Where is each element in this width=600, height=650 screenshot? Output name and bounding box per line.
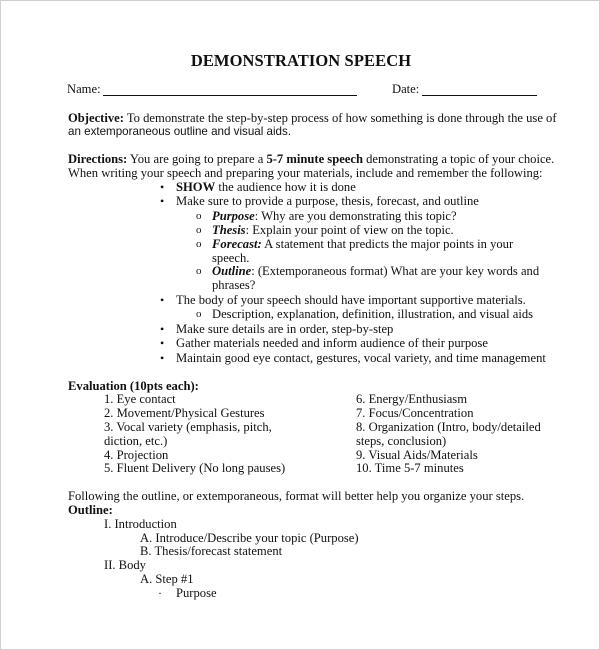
outline-text: : (Extemporaneous format) What are your key words and — [251, 264, 540, 278]
forecast-text: A statement that predicts the major points in your — [261, 237, 514, 251]
directions-line-2: When writing your speech and preparing your materials, include and remember the following: — [68, 166, 543, 180]
purpose-text: : Why are you demonstrating this topic? — [254, 209, 457, 223]
evaluation-item: 5. Fluent Delivery (No long pauses) — [104, 461, 286, 475]
outline-item-level3: Purpose — [176, 586, 217, 600]
list-item-show — [176, 180, 356, 194]
evaluation-item: 6. Energy/Enthusiasm — [356, 392, 468, 406]
sub-item-outline — [212, 264, 539, 278]
page-title: DEMONSTRATION SPEECH — [190, 51, 412, 70]
objective-line-2: an extemporaneous outline and visual aids. — [68, 125, 292, 138]
list-item-details: Make sure details are in order, step-by-step — [176, 322, 394, 336]
evaluation-item: 9. Visual Aids/Materials — [356, 448, 478, 462]
evaluation-item: 4. Projection — [104, 448, 169, 462]
sub-item-purpose — [212, 209, 457, 223]
bullet-icon: • — [160, 293, 165, 307]
sub-item-outline-continued: phrases? — [212, 278, 256, 292]
objective-label: Objective: — [68, 111, 124, 125]
evaluation-heading: Evaluation (10pts each): — [68, 379, 199, 393]
sub-item-forecast — [212, 237, 513, 251]
directions-line-1 — [68, 152, 554, 166]
thesis-label: Thesis — [212, 223, 246, 237]
objective-text: To demonstrate the step-by-step process of how something is done through the use of — [123, 111, 557, 125]
directions-text-post: demonstrating a topic of your choice. — [362, 152, 555, 166]
evaluation-item-continued: diction, etc.) — [104, 434, 168, 448]
bullet-icon: • — [160, 336, 165, 350]
sub-item-description: Description, explanation, definition, illustration, and visual aids — [212, 307, 534, 321]
outline-item-level1: I. Introduction — [104, 517, 177, 531]
sub-bullet-icon: o — [196, 224, 202, 236]
list-item-gather: Gather materials needed and inform audience of their purpose — [176, 336, 488, 350]
directions-text-pre: You are going to prepare a — [127, 152, 267, 166]
date-field-line[interactable] — [422, 95, 537, 96]
name-label: Name: — [67, 82, 101, 96]
list-item-maintain: Maintain good eye contact, gestures, vocal variety, and time management — [176, 351, 546, 365]
bullet-icon: • — [160, 194, 165, 208]
bullet-icon: • — [160, 351, 165, 365]
evaluation-item: 2. Movement/Physical Gestures — [104, 406, 265, 420]
directions-speech-length: 5-7 minute speech — [266, 152, 363, 166]
thesis-text: : Explain your point of view on the topic. — [245, 223, 454, 237]
forecast-label: Forecast: — [212, 237, 262, 251]
sub-item-thesis — [212, 223, 454, 237]
outline-item-level2: A. Step #1 — [140, 572, 194, 586]
purpose-label: Purpose — [212, 209, 255, 223]
evaluation-item: 8. Organization (Intro, body/detailed — [356, 420, 541, 434]
bullet-icon: • — [160, 322, 165, 336]
sub-bullet-icon: o — [196, 265, 202, 277]
objective-line-1 — [68, 111, 557, 125]
sub-bullet-icon: o — [196, 210, 202, 222]
show-text: the audience how it is done — [215, 180, 356, 194]
outline-item-level2: A. Introduce/Describe your topic (Purpose) — [140, 531, 359, 545]
outline-item-level1: II. Body — [104, 558, 146, 572]
outline-heading: Outline: — [68, 503, 113, 517]
sub-bullet-icon: o — [196, 238, 202, 250]
date-label: Date: — [392, 82, 420, 96]
evaluation-item: 10. Time 5-7 minutes — [356, 461, 464, 475]
sub-item-forecast-continued: speech. — [212, 251, 250, 265]
show-emphasis: SHOW — [176, 180, 216, 194]
evaluation-item: 1. Eye contact — [104, 392, 176, 406]
outline-item-level2: B. Thesis/forecast statement — [140, 544, 283, 558]
evaluation-item-continued: steps, conclusion) — [356, 434, 447, 448]
outline-intro-text: Following the outline, or extemporaneous, format will better help you organize your steps. — [68, 489, 525, 503]
sub-bullet-icon: o — [196, 308, 202, 320]
list-item-body: The body of your speech should have important supportive materials. — [176, 293, 526, 307]
bullet-icon: · — [158, 586, 162, 600]
evaluation-item: 7. Focus/Concentration — [356, 406, 474, 420]
bullet-icon: • — [160, 180, 165, 194]
list-item-provide: Make sure to provide a purpose, thesis, forecast, and outline — [176, 194, 479, 208]
name-field-line[interactable] — [103, 95, 357, 96]
evaluation-item: 3. Vocal variety (emphasis, pitch, — [104, 420, 272, 434]
outline-label: Outline — [212, 264, 252, 278]
directions-label: Directions: — [68, 152, 128, 166]
